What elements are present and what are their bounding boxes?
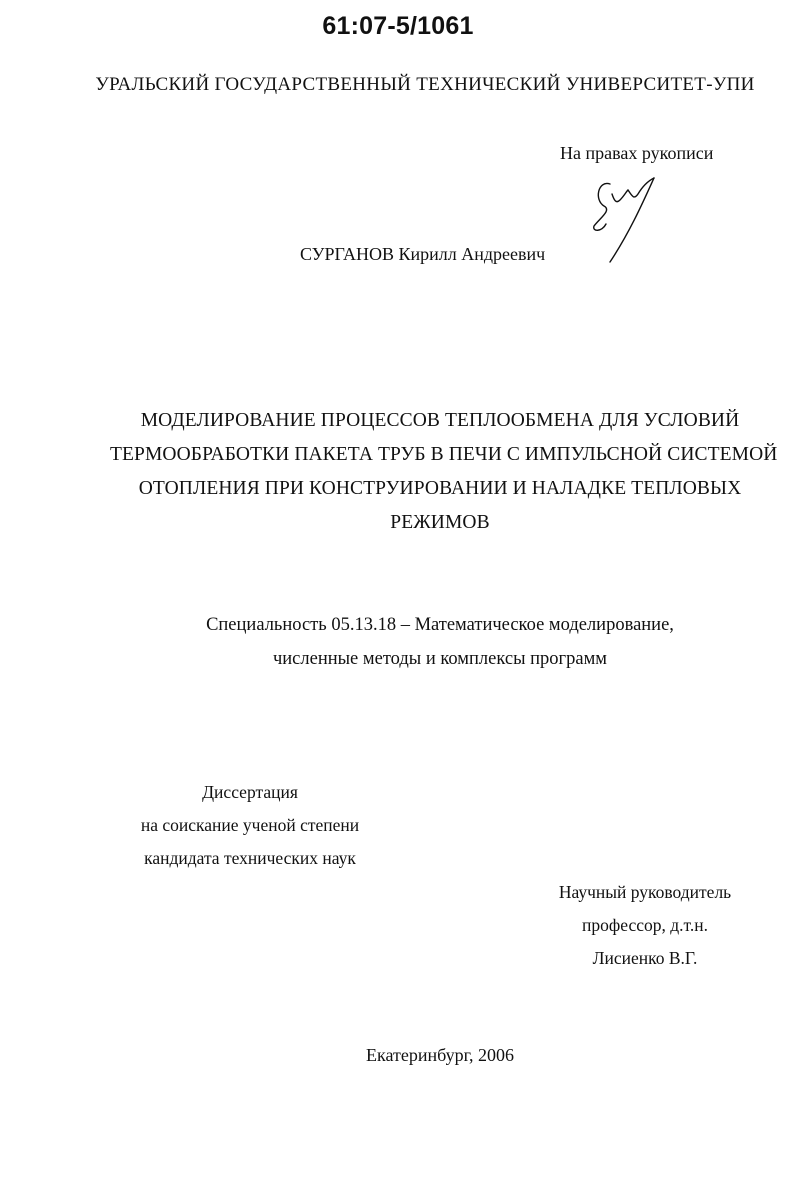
title-line-3: ОТОПЛЕНИЯ ПРИ КОНСТРУИРОВАНИИ И НАЛАДКЕ ТЕПЛОВЫХ	[138, 478, 742, 499]
degree-line-2: на соискание ученой степени	[140, 815, 360, 835]
dissertation-title	[110, 404, 778, 540]
specialty	[140, 608, 740, 676]
degree-line-3: кандидата технических наук	[144, 848, 356, 868]
specialty-line-2: численные методы и комплексы программ	[272, 649, 608, 669]
document-code: 61:07-5/1061	[322, 12, 474, 40]
title-line-4: РЕЖИМОВ	[390, 512, 490, 533]
author-name: СУРГАНОВ Кирилл Андреевич	[300, 244, 546, 264]
degree-line-1: Диссертация	[202, 782, 298, 802]
title-line-2: ТЕРМООБРАБОТКИ ПАКЕТА ТРУБ В ПЕЧИ С ИМПУЛЬСНОЙ СИСТЕМОЙ	[110, 444, 778, 465]
specialty-line-1: Специальность 05.13.18 – Математическое моделирование,	[206, 615, 674, 635]
university-name: УРАЛЬСКИЙ ГОСУДАРСТВЕННЫЙ ТЕХНИЧЕСКИЙ УНИВЕРСИТЕТ-УПИ	[95, 74, 755, 95]
title-line-1: МОДЕЛИРОВАНИЕ ПРОЦЕССОВ ТЕПЛООБМЕНА ДЛЯ УСЛОВИЙ	[140, 410, 740, 431]
supervisor-name: Лисиенко В.Г.	[592, 948, 698, 968]
supervisor-block	[520, 876, 770, 975]
handwritten-signature	[588, 170, 668, 265]
degree-statement	[80, 776, 420, 875]
supervisor-degree: профессор, д.т.н.	[582, 915, 708, 935]
city-year: Екатеринбург, 2006	[366, 1045, 514, 1065]
supervisor-role: Научный руководитель	[558, 882, 732, 902]
rights-note: На правах рукописи	[560, 143, 714, 163]
